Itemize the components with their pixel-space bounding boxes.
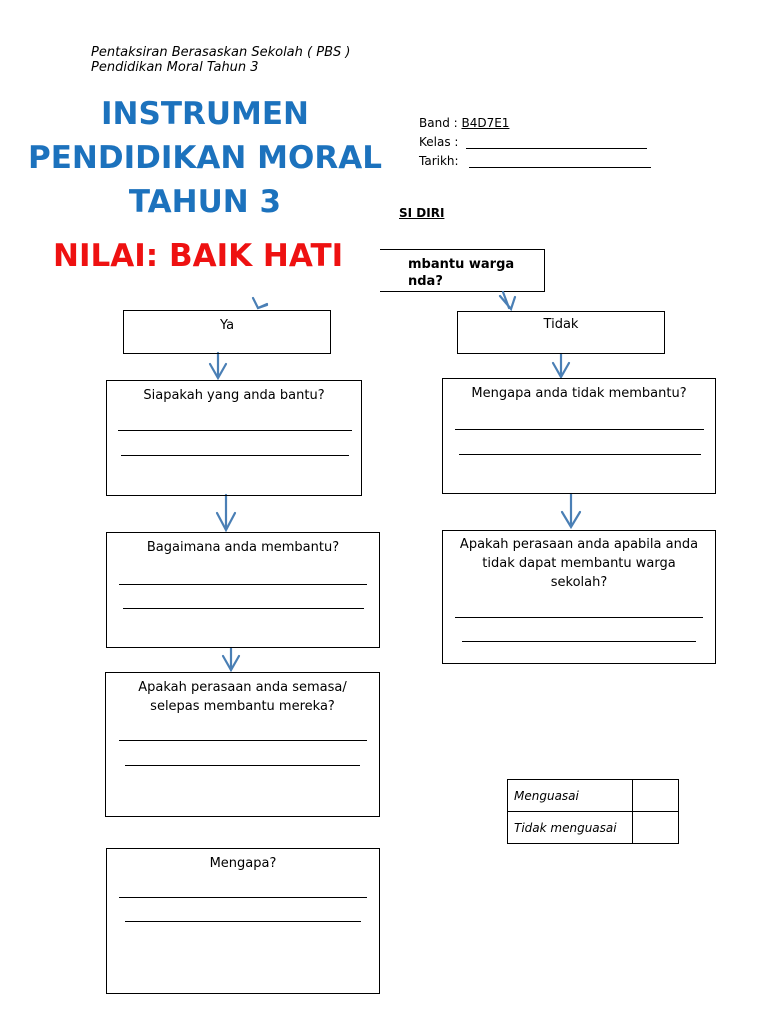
main-question-line2: nda? — [408, 274, 443, 289]
arrow-q2-q3-icon — [223, 648, 239, 670]
tarikh-label: Tarikh: — [419, 154, 459, 168]
q3-text: Apakah perasaan anda semasa/ selepas membantu mereka? — [138, 680, 347, 714]
arrow-tidak-q5-icon — [553, 354, 569, 377]
title-line2: PENDIDIKAN MORAL — [28, 140, 382, 176]
q4-text: Mengapa? — [209, 856, 277, 871]
section-label: SI DIRI — [399, 206, 445, 220]
score-row-menguasai — [508, 780, 679, 812]
kelas-line[interactable] — [466, 148, 647, 149]
arrow-q1-q2-icon — [217, 495, 235, 530]
main-question-line1: mbantu warga — [408, 257, 515, 272]
q6-answer-line-1[interactable] — [455, 617, 703, 618]
q3-answer-line-2[interactable] — [125, 765, 360, 766]
ya-label: Ya — [219, 318, 235, 333]
score-label-tidak-menguasai: Tidak menguasai — [508, 812, 633, 844]
title-line1: INSTRUMEN — [101, 96, 309, 132]
q1-box — [106, 380, 362, 496]
q4-answer-line-1[interactable] — [119, 897, 367, 898]
q1-answer-line-1[interactable] — [118, 430, 352, 431]
arrow-ya-q1-icon — [210, 353, 226, 378]
score-label-menguasai: Menguasai — [508, 780, 633, 812]
q3-answer-line-1[interactable] — [119, 740, 367, 741]
ya-box[interactable] — [123, 310, 331, 354]
q5-answer-line-2[interactable] — [459, 454, 701, 455]
q1-text: Siapakah yang anda bantu? — [143, 388, 325, 403]
header-subject: Pendidikan Moral Tahun 3 — [91, 60, 259, 75]
q5-answer-line-1[interactable] — [455, 429, 704, 430]
tidak-label: Tidak — [543, 317, 579, 332]
q6-box — [442, 530, 716, 664]
q4-box — [106, 848, 380, 994]
arrow-to-tidak-icon — [500, 292, 515, 309]
q3-box — [105, 672, 380, 817]
q4-answer-line-2[interactable] — [125, 921, 361, 922]
q6-answer-line-2[interactable] — [462, 641, 696, 642]
q6-text: Apakah perasaan anda apabila anda tidak dapat membantu warga sekolah? — [459, 537, 699, 590]
q5-text: Mengapa anda tidak membantu? — [471, 386, 687, 401]
q5-box — [442, 378, 716, 494]
nilai-title: NILAI: BAIK HATI — [53, 238, 344, 274]
flow-arrows — [0, 0, 1, 1]
kelas-label: Kelas : — [419, 135, 459, 149]
score-cell-tidak-menguasai[interactable] — [633, 812, 679, 844]
kelas-row — [419, 133, 458, 152]
score-table — [507, 779, 679, 844]
main-question-box — [380, 249, 545, 292]
band-value: B4D7E1 — [461, 116, 510, 130]
q1-answer-line-2[interactable] — [121, 455, 349, 456]
tarikh-line[interactable] — [469, 167, 651, 168]
band-label: Band : — [419, 116, 462, 130]
tidak-box[interactable] — [457, 311, 665, 354]
band-row — [419, 114, 509, 133]
score-row-tidak-menguasai — [508, 812, 679, 844]
score-cell-menguasai[interactable] — [633, 780, 679, 812]
tarikh-row — [419, 152, 459, 171]
header-pbs: Pentaksiran Berasaskan Sekolah ( PBS ) — [91, 45, 351, 60]
title-line3: TAHUN 3 — [128, 184, 282, 220]
q2-answer-line-2[interactable] — [123, 608, 364, 609]
q2-box — [106, 532, 380, 648]
arrow-q5-q6-icon — [562, 494, 580, 527]
q2-text: Bagaimana anda membantu? — [146, 540, 340, 555]
q2-answer-line-1[interactable] — [119, 584, 367, 585]
arrow-to-ya-icon — [253, 298, 267, 308]
